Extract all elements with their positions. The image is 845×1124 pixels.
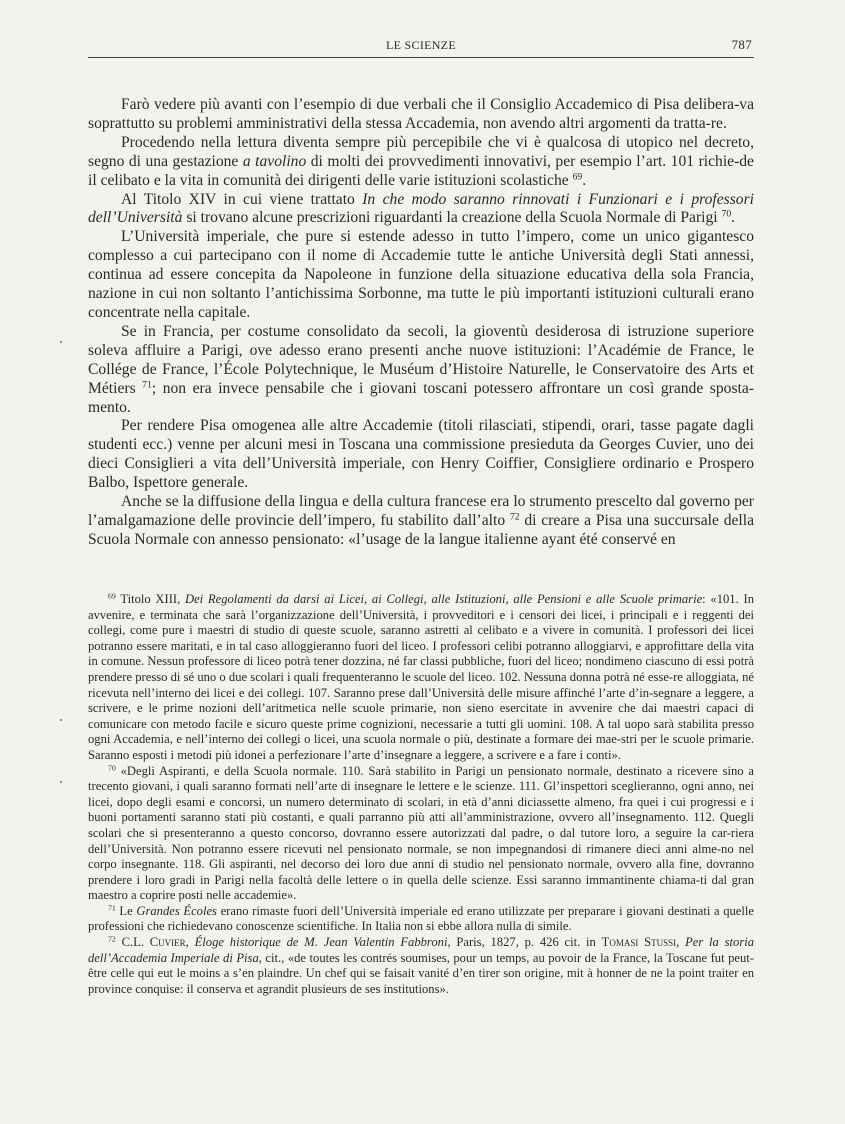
paragraph: Al Titolo XIV in cui viene trattato In che modo saranno rinnovati i Funzionari e i professori dell’Università si trovano alcune prescrizioni riguardanti la creazione della Scuola Normale di Parigi $^{70}$. [88,190,754,227]
footnotes [88,592,754,997]
running-head [88,37,754,58]
paragraph: Se in Francia, per costume consolidato da secoli, la gioventù desiderosa di istruzione superiore soleva affluire a Parigi, ove adesso erano presenti anche nuove istituzioni: l’Académie de France, le Collége de France, l’École Polytechnique, le Muséum d’Histoire Naturelle, le Conservatoire des Arts et Métiers $^{71}$; non era invece pensabile che i giovani toscani potessero affrontare un così grande sposta-mento. [88,322,754,416]
margin-speck [60,781,62,783]
page-number: 787 [731,37,752,52]
margin-speck [60,341,62,343]
footnote-72: $^{72}$ C.L. Cuvier, Éloge historique de M. Jean Valentin Fabbroni, Paris, 1827, p. 426 cit. in Tomasi Stussi, Per la storia dell’Accademia Imperiale di Pisa, cit., «de toutes les contrés soumises, pour un temps, au povoir de la France, la Toscane fut peut-être celle qui eut le moins a s’en plaindre. Un chef qui se faisait vanité d’en tirer son origine, mit à honner de ne la point traiter en province conquise: il conserva et agrandit plusieurs de ses institutions». [88,934,755,996]
running-head-title: LE SCIENZE [386,38,456,52]
footnote-ref[interactable]: 70 [721,209,732,221]
footnote-71: $^{71}$ Le Grandes Écoles erano rimaste fuori dell’Università imperiale ed erano utilizzate per preparare i giovani destinati a quelle professioni che richiedevano conoscenze scientifiche. In Italia non si ebbe allora nulla di simile. [88,903,754,934]
paragraph: Procedendo nella lettura diventa sempre più percepibile che vi è qualcosa di utopico nel decreto, segno di una gestazione a tavolino di molti dei provvedimenti innovativi, per esempio l’art. 101 richie-de il celibato e la vita in comunità dei dirigenti delle varie istituzioni scolastiche $^{69}$. [88,133,754,189]
footnote-ref[interactable]: 69 [572,171,583,183]
paragraph: Anche se la diffusione della lingua e della cultura francese era lo strumento prescelto dal governo per l’amalgamazione delle provincie dell’impero, fu stabilito dall’alto $^{72}$ di creare a Pisa una succursale della Scuola Normale con annesso pensionato: «l’usage de la langue italienne ayant été conservé en [88,493,755,548]
margin-speck [60,719,62,721]
footnote-69: $^{69}$ Titolo XIII, Dei Regolamenti da darsi ai Licei, ai Collegi, alle Istituzioni, alle Pensioni e alle Scuole primarie: «101. In avvenire, e terminata che sarà l’organizzazione dell’Università, i provveditori e i censori dei licei, i principali e i reggenti dei collegi, come pure i maestri di studio di queste scuole, saranno astretti al celibato e a vivere in comunità. I professori dei licei potranno essere maritati, e in tal caso alloggieranno fuori del liceo. I professori celibi potranno alloggiarvi, e approfittare della vita in comune. Nessun professore di liceo potrà tener dozzina, né far classi pubbliche, fuori del liceo; nondimeno ciascuno di essi potrà prendere presso di sé uno o due scolari i quali frequenteranno le scuole del liceo. 102. Nessuna donna potrà né esse-re alloggiata, né ricevuta nell’interno dei licei e dei collegi. 107. Saranno prese dall’Università delle misure affinché l’arte d’in-segnare a leggere, a scrivere, e le prime nozioni dell’aritmetica nelle scuole primarie, non sieno esercitate in avvenire che dai maestri capaci di comunicare con metodo facile e sicuro queste prime cognizioni, necessarie a tutti gli uomini. 108. A tal uopo sarà stabilita presso ogni Accademia, e nell’interno dei collegi o licei, una scuola normale o più, destinate a formare dei mae-stri per le scuole primarie. Saranno esposti i metodi più idonei a perfezionare l’arte d’insegnare a leggere, a scrivere e a fare i conti». [88,591,754,762]
paragraph: Farò vedere più avanti con l’esempio di due verbali che il Consiglio Accademico di Pisa delibera-va soprattutto su problemi amministrativi della stessa Accademia, non avendo altri argomenti da tratta-re. [88,96,754,132]
footnote-ref[interactable]: 71 [142,379,152,391]
main-text [88,96,754,550]
paragraph: L’Università imperiale, che pure si estende adesso in tutto l’impero, come un unico gigantesco complesso a cui partecipano con il nome di Accademie tutte le antiche Università degli Stati annessi, continua ad essere concepita da Napoleone in funzione della situazione educativa della sola Francia, nazione in cui non soltanto l’antichissima Sorbonne, ma tutte le più importanti istituzioni culturali erano concentrate nella capitale. [88,228,754,321]
paragraph: Per rendere Pisa omogenea alle altre Accademie (titoli rilasciati, stipendi, orari, tasse pagate dagli studenti ecc.) venne per alcuni mesi in Toscana una commissione presieduta da Georges Cuvier, uno dei dieci Consiglieri a vita dell’Università imperiale, con Henry Coiffier, Consigliere ordinario e Prospero Balbo, Ispettore generale. [88,417,754,492]
footnote-70: $^{70}$ «Degli Aspiranti, e della Scuola normale. 110. Sarà stabilito in Parigi un pensionato normale, destinato a ricevere sino a trecento giovani, i quali saranno formati nell’arte di insegnare le lettere e le scienze. 111. Gl’inspettori sceglieranno, ogni anno, nei licei, dopo degli esami e concorsi, un numero determinato di scolari, in età d’anni diciassette almeno, fra quei i cui progressi e i buoni portamenti saranno stati più costanti, e quali parranno più atti all’amministrazione, ovvero all’insegnamento. 112. Quegli scolari che si presenteranno a questo concorso, dovranno essere autorizzati dal padre, o dal tutore loro, a seguire la car-riera dell’Università. Non potranno essere ricevuti nel pensionato normale, se non impegnandosi di rimanere dieci anni alme-no nel corpo insegnante. 118. Gli aspiranti, nel decorso dei loro due anni di studio nel pensionato normale, ovvero alla fine, dovranno prendere i loro gradi in Parigi nella facoltà delle lettere o in quella delle scienze. Essi saranno immantinente chiama-ti dal gran maestro a coprire posti nelle accademie». [88,763,754,903]
footnote-ref[interactable]: 72 [509,511,520,523]
